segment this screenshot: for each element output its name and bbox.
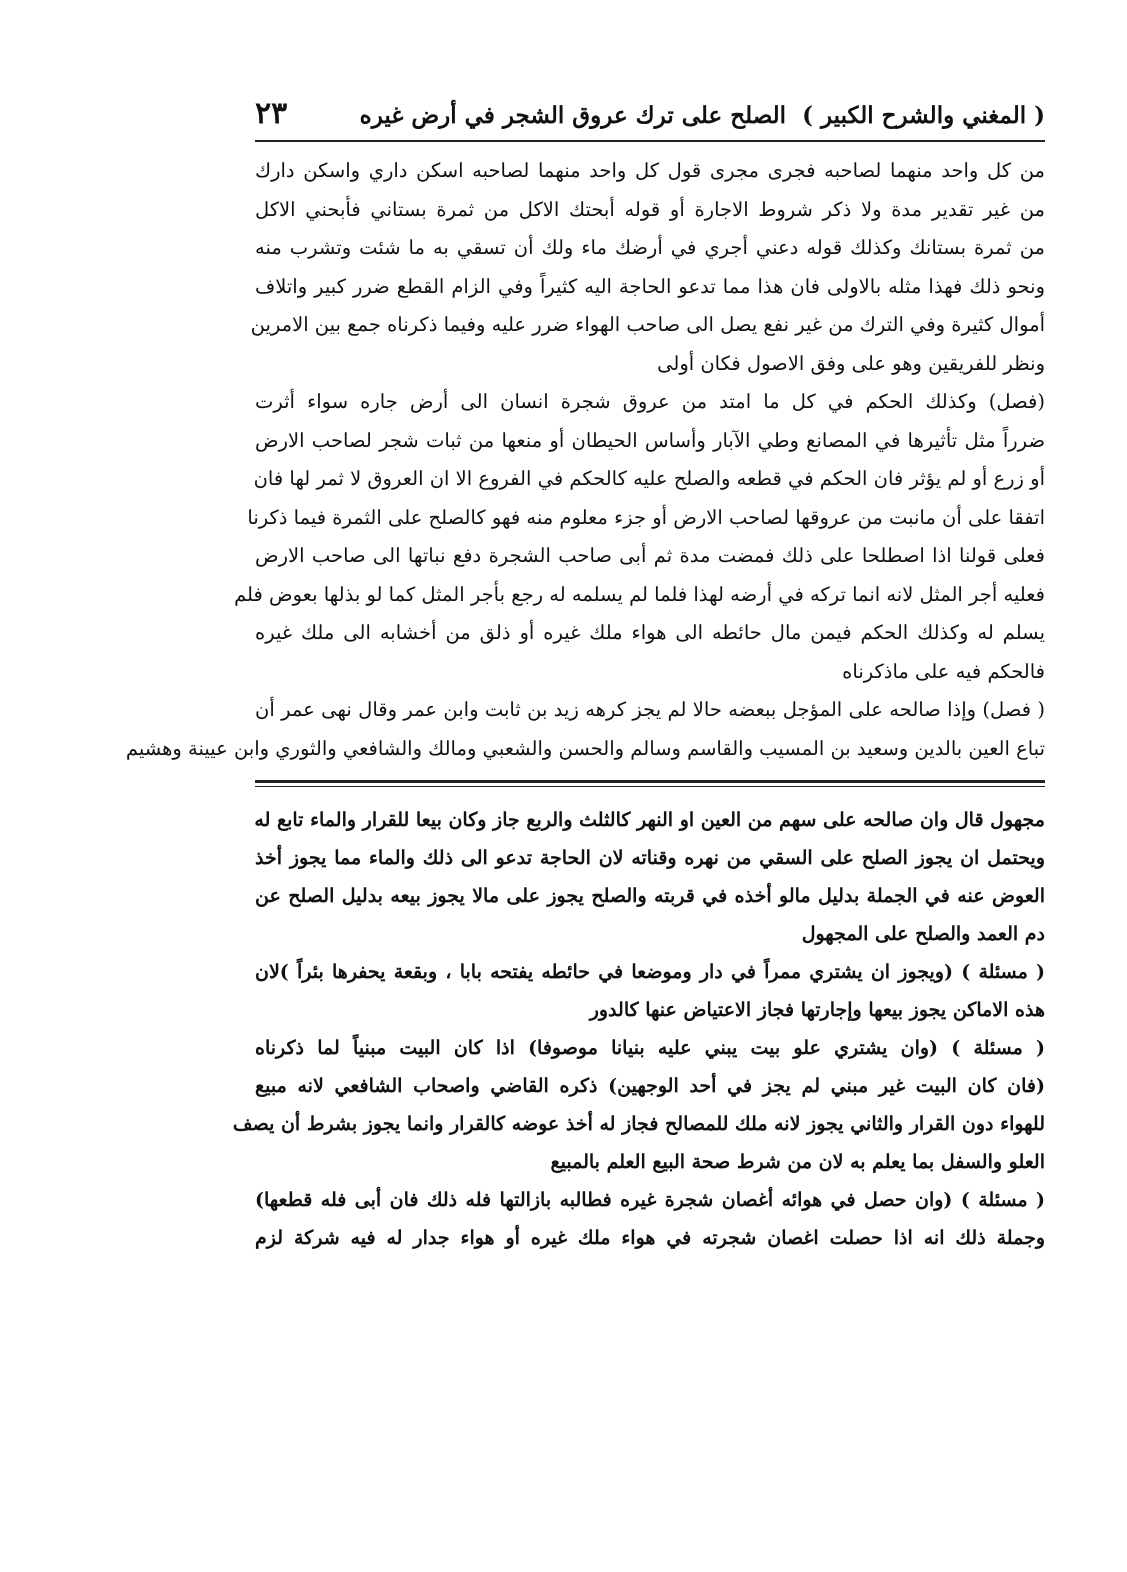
text-line: (فان كان البيت غير مبني لم يجز في أحد الوجهين) ذكره القاضي واصحاب الشافعي لانه مبيع <box>255 1075 1045 1097</box>
text-line: العوض عنه في الجملة بدليل مالو أخذه في قربته والصلح يجوز على مالا يجوز بيعه بدليل الصلح عن <box>255 885 1045 907</box>
text-line: للهواء دون القرار والثاني يجوز لانه ملك للمصالح فجاز له أخذ عوضه كالقرار وانما يجوز بشرط أن يصف <box>232 1113 1045 1135</box>
text-line: أموال كثيرة وفي الترك من غير نفع يصل الى صاحب الهواء ضرر عليه وفيما ذكرناه جمع بين الامرين <box>250 313 1045 336</box>
main-text <box>125 152 1045 768</box>
text-line: اتفقا على أن مانبت من عروقها لصاحب الارض أو جزء معلوم منه فهو كالصلح على الثمرة فيما ذكرنا <box>247 505 1045 529</box>
book-title: ( المغني والشرح الكبير ) <box>802 102 1045 129</box>
text-line: دم العمد والصلح على المجهول <box>801 923 1045 945</box>
text-line: ( مسئلة ) (ويجوز ان يشتري ممراً في دار وموضعا في حائطه يفتحه بابا ، وبقعة يحفرها بئراً )لان <box>255 961 1045 983</box>
text-line: ( فصل) وإذا صالحه على المؤجل ببعضه حالا لم يجز كرهه زيد بن ثابت وابن عمر وقال نهى عمر أن <box>255 698 1045 721</box>
text-line: من كل واحد منهما لصاحبه فجرى مجرى قول كل واحد منهما لصاحبه اسكن داري واسكن دارك <box>255 159 1045 182</box>
section-title: الصلح على ترك عروق الشجر في أرض غيره <box>359 102 787 129</box>
text-line: وجملة ذلك انه اذا حصلت اغصان شجرته في هواء ملك غيره أو هواء جدار له فيه شركة لزم <box>255 1227 1045 1249</box>
page-number: ٢٣ <box>255 96 288 131</box>
text-line: العلو والسفل بما يعلم به لان من شرط صحة البيع العلم بالمبيع <box>550 1151 1045 1173</box>
text-line: مجهول قال وان صالحه على سهم من العين او النهر كالثلث والربع جاز وكان بيعا للقرار والماء تابع له <box>254 809 1045 831</box>
text-line: ضرراً مثل تأثيرها في المصانع وطي الآبار وأساس الحيطان أو منعها من ثبات شجر لصاحب الارض <box>255 428 1045 452</box>
text-line: ( مسئلة ) (وان يشتري علو بيت يبني عليه بنيانا موصوفا) اذا كان البيت مبنياً لما ذكرناه <box>255 1037 1045 1059</box>
commentary-text <box>232 801 1045 1257</box>
text-line: فعليه أجر المثل لانه انما تركه في أرضه لهذا فلما لم يسلمه له رجع بأجر المثل كما لو بذلها بعوض فلم <box>234 582 1045 606</box>
text-line: هذه الاماكن يجوز بيعها وإجارتها فجاز الاعتياض عنها كالدور <box>589 999 1045 1021</box>
text-line: ونظر للفريقين وهو على وفق الاصول فكان أولى <box>657 351 1045 375</box>
text-line: ونحو ذلك فهذا مثله بالاولى فان هذا مما تدعو الحاجة اليه كثيراً وفي الزام القطع ضرر كبير واتلاف <box>255 274 1045 298</box>
text-line: من غير تقدير مدة ولا ذكر شروط الاجارة أو قوله أبحتك الاكل من ثمرة بستاني فأبحني الاكل <box>255 197 1045 221</box>
text-line: تباع العين بالدين وسعيد بن المسيب والقاسم وسالم والحسن والشعبي ومالك والشافعي والثوري وابن عيينة وهشيم <box>125 736 1045 760</box>
page <box>125 96 1045 1257</box>
text-line: فعلى قولنا اذا اصطلحا على ذلك فمضت مدة ثم أبى صاحب الشجرة دفع نباتها الى صاحب الارض <box>255 544 1045 567</box>
page-header <box>255 96 1045 142</box>
section-divider <box>255 780 1045 787</box>
text-line: (فصل) وكذلك الحكم في كل ما امتد من عروق شجرة انسان الى أرض جاره سواء أثرت <box>255 390 1045 413</box>
text-line: فالحكم فيه على ماذكرناه <box>842 659 1045 683</box>
text-line: أو زرع أو لم يؤثر فان الحكم في قطعه والصلح عليه كالحكم في الفروع الا ان العروق لا ثمر لها فان <box>253 467 1045 490</box>
text-line: يسلم له وكذلك الحكم فيمن مال حائطه الى هواء ملك غيره أو ذلق من أخشابه الى ملك غيره <box>255 621 1045 644</box>
text-line: من ثمرة بستانك وكذلك قوله دعني أجري في أرضك ماء ولك أن تسقي به ما شئت وتشرب منه <box>255 236 1045 259</box>
text-line: ويحتمل ان يجوز الصلح على السقي من نهره وقناته لان الحاجة تدعو الى ذلك والماء مما يجوز أخذ <box>255 847 1045 869</box>
text-line: ( مسئلة ) (وان حصل في هوائه أغصان شجرة غيره فطالبه بازالتها فله ذلك فان أبى فله قطعها) <box>255 1189 1045 1211</box>
